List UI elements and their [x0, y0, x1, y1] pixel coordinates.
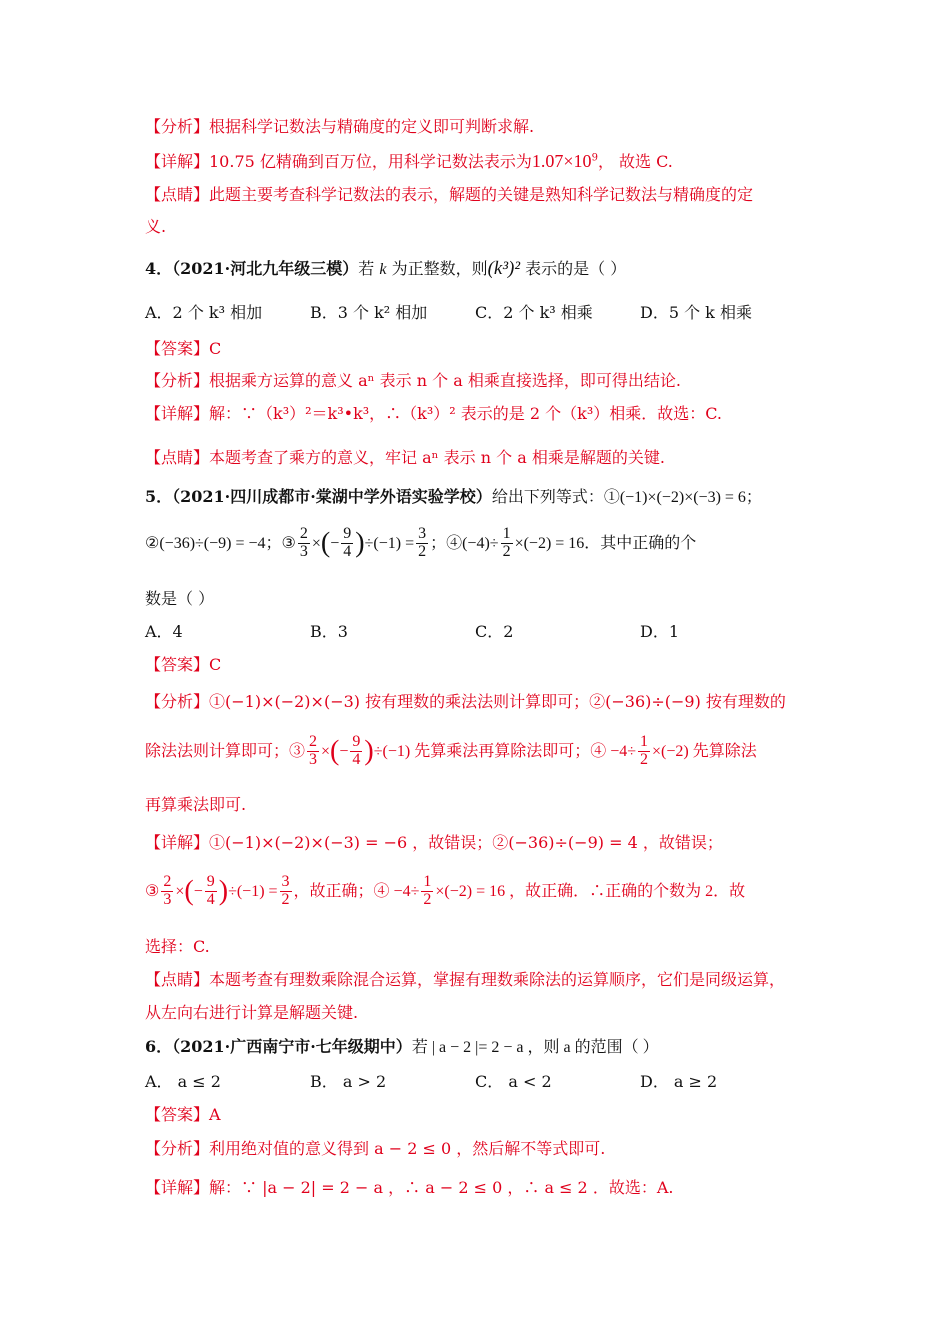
- q6-option-a: A． a ≤ 2: [145, 1072, 221, 1091]
- frac-num: 1: [502, 525, 511, 542]
- minus-sign: −: [339, 742, 349, 760]
- question-5-source: 5．（2021·四川成都市·棠湖中学外语实验学校）: [145, 487, 492, 506]
- analysis-q5-text: 除法法则计算即可；③: [145, 740, 306, 760]
- q4-text-3: 表示的是（ ）: [525, 259, 627, 278]
- detail-q5-line2: [145, 874, 745, 909]
- q4-var-k: k: [379, 261, 387, 278]
- q4-option-a: A．2 个 k³ 相加: [145, 303, 263, 322]
- question-5: [145, 486, 762, 509]
- q6-stem: 若 | a − 2 |= 2 − a ，则 a 的范围（ ）: [411, 1039, 659, 1056]
- fraction-nine-fourths: [341, 526, 353, 561]
- frac-num: 2: [309, 733, 318, 750]
- analysis-q6: 【分析】利用绝对值的意义得到 a − 2 ≤ 0 ，然后解不等式即可.: [145, 1139, 606, 1158]
- question-6-source: 6．（2021·广西南宁市·七年级期中）: [145, 1037, 412, 1056]
- frac-den: 4: [352, 750, 361, 768]
- frac-num: 9: [352, 733, 361, 750]
- minus-sign: −: [193, 882, 203, 900]
- frac-num: 9: [343, 525, 352, 542]
- paren-open: (: [320, 527, 331, 559]
- detail-q5-mid2: ，故正确；④ −4÷: [293, 882, 420, 900]
- q5-eq-4-end: ×(−2) = 16．其中正确的个: [514, 534, 697, 552]
- fraction-nine-fourths: [350, 734, 362, 769]
- detail-q5-line1: 【详解】①(−1)×(−2)×(−3) = −6 ，故错误；②(−36)÷(−9) = 4 ，故错误；: [145, 833, 723, 852]
- frac-num: 2: [163, 873, 172, 890]
- minus-sign: −: [330, 534, 340, 552]
- analysis-q4: 【分析】根据乘方运算的意义 aⁿ 表示 n 个 a 相乘直接选择，即可得出结论.: [145, 371, 681, 390]
- frac-den: 4: [343, 542, 352, 560]
- question-6: [145, 1036, 659, 1059]
- detail-q3-answer: ， 故选 C.: [597, 152, 673, 171]
- fraction-three-halves: [280, 874, 292, 909]
- frac-num: 9: [206, 873, 215, 890]
- q5-option-b: B．3: [310, 622, 348, 641]
- frac-den: 2: [281, 890, 290, 908]
- q5-eq-2: ②(−36)÷(−9) = −4；③: [145, 534, 296, 552]
- detail-q5-line3: 选择：C.: [145, 937, 210, 956]
- fraction-two-thirds: [307, 734, 319, 769]
- sci-exponent: 9: [591, 152, 598, 164]
- q4-text-2: 为正整数，则: [391, 259, 488, 278]
- times-sign: ×: [311, 534, 321, 552]
- frac-den: 3: [163, 890, 172, 908]
- note-q5-line1: 【点睛】本题考查有理数乘除混合运算，掌握有理数乘除法的运算顺序，它们是同级运算，: [145, 970, 786, 989]
- note-q4: 【点睛】本题考查了乘方的意义，牢记 aⁿ 表示 n 个 a 相乘是解题的关键.: [145, 448, 665, 467]
- answer-q6: 【答案】A: [145, 1105, 221, 1124]
- paren-close: ): [355, 527, 365, 559]
- frac-den: 2: [423, 890, 432, 908]
- detail-q3: [145, 150, 673, 173]
- q5-option-d: D．1: [640, 622, 680, 641]
- detail-q6: 【详解】解：∵ |a − 2| = 2 − a ，∴ a − 2 ≤ 0 ，∴ a ≤ 2 ．故选：A.: [145, 1178, 674, 1197]
- q5-eq-4-start: ；④(−4)÷: [430, 534, 499, 552]
- frac-den: 2: [640, 750, 649, 768]
- detail-q3-text: 【详解】10.75 亿精确到百万位，用科学记数法表示为: [145, 152, 532, 171]
- q5-equation-1: 给出下列等式：①(−1)×(−2)×(−3) = 6；: [491, 489, 762, 506]
- frac-num: 1: [423, 873, 432, 890]
- paren-open: (: [184, 875, 194, 907]
- q6-option-d: D． a ≥ 2: [640, 1072, 718, 1091]
- q4-text-1: 若: [358, 259, 375, 278]
- fraction-two-thirds: [298, 526, 310, 561]
- detail-q5-end: ×(−2) = 16 ，故正确．∴正确的个数为 2．故: [435, 882, 746, 900]
- frac-num: 1: [640, 733, 649, 750]
- analysis-q5-mid: ÷(−1) 先算乘法再算除法即可；④ −4÷: [373, 742, 637, 760]
- q5-option-c: C．2: [475, 622, 514, 641]
- fraction-nine-fourths: [205, 874, 217, 909]
- note-q3-line1: 【点睛】此题主要考查科学记数法的表示，解题的关键是熟知科学记数法与精确度的定: [145, 185, 754, 204]
- paren-open: (: [330, 735, 340, 767]
- circled-3: ③: [145, 880, 160, 900]
- detail-q4: 【详解】解：∵（k³）²＝k³•k³，∴（k³）² 表示的是 2 个（k³）相乘．故选：C.: [145, 404, 723, 423]
- frac-den: 2: [418, 542, 427, 560]
- frac-den: 2: [502, 542, 511, 560]
- q5-option-a: A．4: [145, 622, 183, 641]
- paren-close: ): [364, 735, 374, 767]
- analysis-q3: 【分析】根据科学记数法与精确度的定义即可判断求解.: [145, 117, 535, 136]
- answer-q5: 【答案】C: [145, 655, 222, 674]
- fraction-two-thirds: [161, 874, 173, 909]
- q6-option-c: C． a < 2: [475, 1072, 552, 1091]
- frac-den: 3: [299, 542, 308, 560]
- fraction-three-halves: [416, 526, 428, 561]
- question-4: [145, 258, 626, 281]
- note-q5-line2: 从左向右进行计算是解题关键.: [145, 1003, 359, 1022]
- answer-q4: 【答案】C: [145, 339, 222, 358]
- q4-expression: (k³)²: [487, 258, 521, 279]
- analysis-q5-line1: 【分析】①(−1)×(−2)×(−3) 按有理数的乘法法则计算即可；②(−36)÷(−9) 按有理数的: [145, 692, 786, 711]
- times-sign: ×: [321, 742, 331, 760]
- detail-q5-mid: ÷(−1) =: [228, 882, 278, 900]
- sci-notation: 1.07×10: [531, 151, 592, 171]
- frac-den: 4: [206, 890, 215, 908]
- paren-close: ): [218, 875, 229, 907]
- q5-eq-3-mid: ÷(−1) =: [364, 534, 415, 552]
- analysis-q5-end: ×(−2) 先算除法: [652, 742, 757, 760]
- fraction-one-half: [638, 734, 650, 769]
- frac-den: 3: [309, 750, 318, 768]
- q4-option-c: C．2 个 k³ 相乘: [475, 303, 593, 322]
- q6-option-b: B． a > 2: [310, 1072, 387, 1091]
- frac-num: 2: [299, 525, 308, 542]
- question-4-source: 4．（2021·河北九年级三模）: [145, 259, 359, 278]
- q5-stem-end: 数是（ ）: [145, 589, 215, 608]
- frac-num: 3: [418, 525, 427, 542]
- frac-num: 3: [281, 873, 290, 890]
- analysis-q5-line2: [145, 734, 757, 769]
- fraction-one-half: [421, 874, 433, 909]
- times-sign: ×: [175, 882, 185, 900]
- analysis-q5-line3: 再算乘法即可.: [145, 795, 247, 814]
- fraction-one-half: [501, 526, 513, 561]
- q5-equations-line: [145, 526, 696, 561]
- q4-option-b: B．3 个 k² 相加: [310, 303, 428, 322]
- q4-option-d: D．5 个 k 相乘: [640, 303, 752, 322]
- note-q3-line2: 义.: [145, 217, 167, 236]
